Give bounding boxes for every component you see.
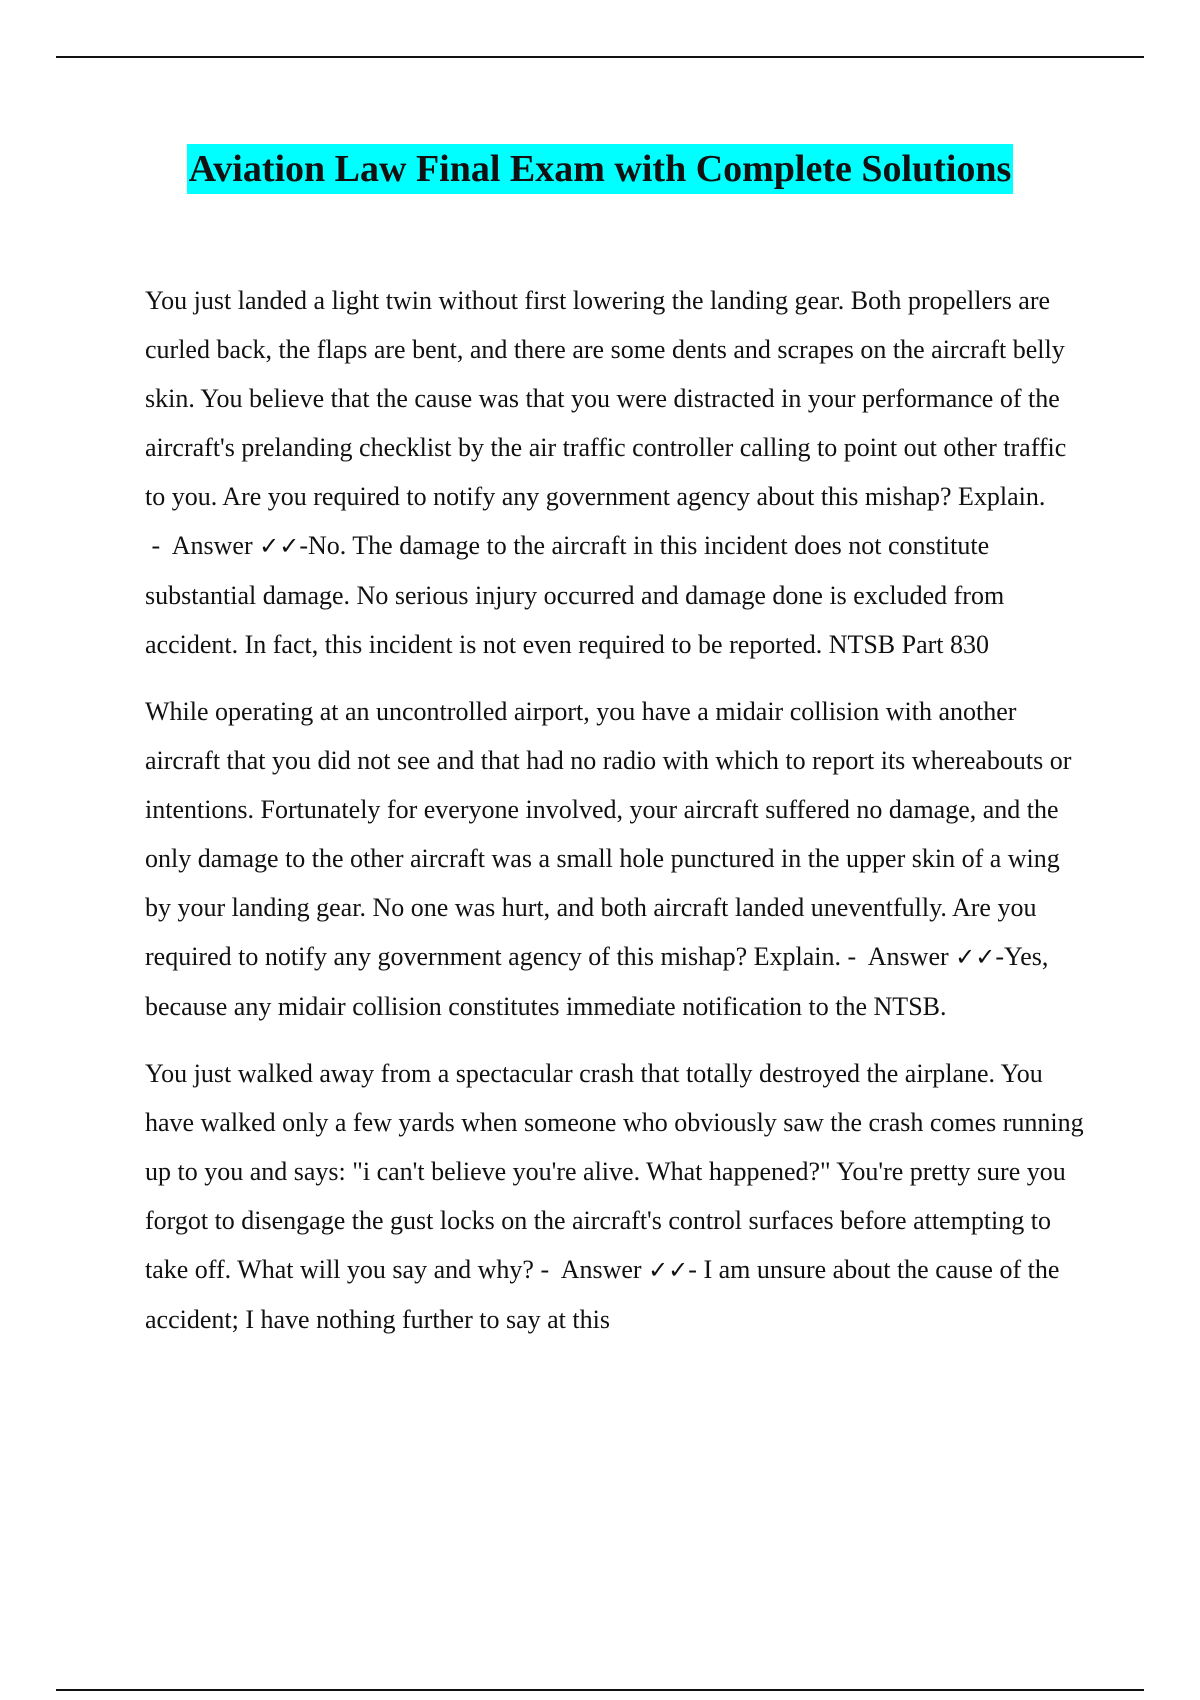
answer-text: -Yes, because any midair collision constitutes immediate notification to the NTSB. [145, 942, 1049, 1021]
answer-label: Answer [560, 1255, 642, 1284]
document-body [145, 276, 1090, 1362]
page-title: Aviation Law Final Exam with Complete Solutions [187, 144, 1014, 194]
separator: - [841, 942, 868, 971]
separator: - [533, 1255, 561, 1284]
question-text: You just walked away from a spectacular crash that totally destroyed the airplane. You have walked only a few yards when someone who obviously saw the crash comes running up to you and says: "i can't believe you're alive. What happened?" You're pretty sure you forgot to disengage the gust locks on the aircraft's control surfaces before attempting to take off. What will you say and why? [145, 1059, 1084, 1284]
question-text: While operating at an uncontrolled airport, you have a midair collision with another aircraft that you did not see and that had no radio with which to report its whereabouts or intentions. Fortunately for everyone involved, your aircraft suffered no damage, and the only damage to the other aircraft was a small hole punctured in the upper skin of a wing by your landing gear. No one was hurt, and both aircraft landed uneventfully. Are you required to notify any government agency of this mishap? Explain. [145, 697, 1072, 971]
answer-text: -No. The damage to the aircraft in this incident does not constitute substantial damage. No serious injury occurred and damage done is excluded from accident. In fact, this incident is not even required to be reported. NTSB Part 830 [145, 531, 1005, 659]
title-block [0, 144, 1200, 194]
separator: - [145, 531, 172, 560]
top-rule [56, 56, 1144, 58]
bottom-rule [56, 1689, 1144, 1691]
answer-label: Answer [171, 531, 253, 560]
answer-label: Answer [867, 942, 949, 971]
answer-text: - I am unsure about the cause of the accident; I have nothing further to say at this [145, 1255, 1060, 1334]
double-check-icon: ✓✓ [259, 532, 300, 560]
question-text: You just landed a light twin without first lowering the landing gear. Both propellers are curled back, the flaps are bent, and there are some dents and scrapes on the aircraft belly skin. You believe that the cause was that you were distracted in your performance of the aircraft's prelanding checklist by the air traffic controller calling to point out other traffic to you. Are you required to notify any government agency about this mishap? Explain. [145, 286, 1067, 511]
double-check-icon: ✓✓ [648, 1256, 689, 1284]
double-check-icon: ✓✓ [955, 943, 996, 971]
qa-item [145, 687, 1090, 1031]
qa-item [145, 1049, 1090, 1344]
qa-item [145, 276, 1090, 669]
